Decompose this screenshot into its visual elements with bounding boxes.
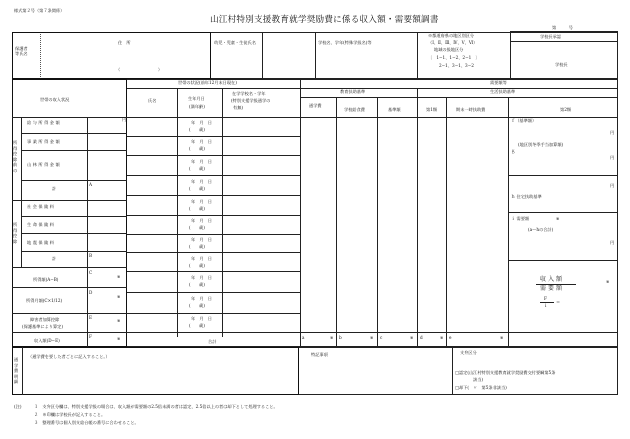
- hh-date-8: 年 月 日: [191, 256, 212, 261]
- school-label: 学校名、学年(特殊学級名)等: [318, 40, 372, 45]
- household-right-edge: [300, 79, 301, 347]
- hh-age-9: ( 歳): [189, 282, 205, 287]
- asterisk-c: ※: [117, 274, 121, 279]
- mark-a: A: [89, 182, 93, 187]
- income-rule-8: [12, 332, 127, 333]
- hh-age-2: ( 歳): [189, 146, 205, 151]
- household-school-col-2: (特別支援学級通学の: [231, 98, 271, 103]
- first-col: 第1類: [426, 107, 438, 112]
- principal-sign: 学校長: [555, 62, 568, 67]
- hh-date-7: 年 月 日: [191, 237, 212, 242]
- edu-life-divider: [417, 88, 418, 347]
- principal-rule: [510, 41, 618, 42]
- commute-label: 通学費明細: [14, 357, 19, 384]
- income-amount-label: 所得額(A−B): [33, 277, 59, 282]
- special-label: 特記事項: [311, 352, 328, 357]
- fi-line: [540, 302, 554, 303]
- row-mark-c: c: [380, 335, 383, 340]
- income-rule-2: [21, 150, 127, 151]
- hh-age-8: ( 歳): [189, 263, 205, 268]
- i-sub: (a〜hの合計): [528, 227, 554, 232]
- mark-c: C: [89, 270, 93, 275]
- hh-age-6: ( 歳): [189, 225, 205, 230]
- notes-label: (注): [14, 404, 22, 409]
- household-dob-col: 生年月日: [188, 96, 205, 101]
- household-title: 世帯の状況(前年12月末日現在): [178, 80, 237, 85]
- f-yen: 円: [610, 130, 615, 135]
- top-divider-1: [262, 32, 263, 79]
- hh-rule-5: [127, 215, 300, 216]
- mark-f: F: [89, 334, 92, 339]
- commute-note: （通学費を要した者ごとに記入すること。）: [28, 354, 110, 359]
- hh-age-10: ( 歳): [189, 303, 205, 308]
- hh-rule-3: [127, 175, 300, 176]
- deduction-social: 社会保険料: [27, 204, 56, 209]
- note-1: １ 支弁区分欄は、特別支援学級の場合は、収入額が需要額の2.5倍未満の者は認定、2.5倍以上の者は却下として処理すること。: [34, 404, 278, 409]
- income-row-business: 事業所得金額: [27, 139, 62, 144]
- commute-divider: [22, 347, 23, 395]
- top-divider-2: [315, 32, 316, 79]
- mark-e: E: [89, 315, 93, 320]
- note-2: ２ ※印欄は学校長が記入すること。: [34, 412, 106, 417]
- hh-age-4: ( 歳): [189, 186, 205, 191]
- income-group-divider: [21, 117, 22, 200]
- row-ast-c: ※: [410, 335, 414, 340]
- asterisk-d: ※: [117, 294, 121, 299]
- guardian-label: 保護者 等氏名: [15, 46, 28, 56]
- household-school-col-1: 在学学校名・学年: [232, 91, 266, 96]
- demand-sub-rule: [300, 97, 618, 98]
- demand-col-3: [446, 97, 447, 347]
- hh-rule-2: [127, 155, 300, 156]
- hh-rule-7: [127, 252, 300, 253]
- payment-divider: [452, 347, 453, 395]
- household-col-2: [222, 88, 223, 337]
- h-yen: 円: [610, 183, 615, 188]
- h-label: ｈ 住宅扶助基準: [511, 194, 542, 199]
- ratio-top: 収入額: [540, 276, 565, 283]
- payment-line-1b: 該当): [473, 377, 484, 382]
- i-mark: ※: [556, 216, 560, 221]
- household-age-col: (満年齢): [189, 104, 205, 109]
- fi-top: F: [544, 296, 547, 301]
- row-ast-a: ※: [330, 335, 334, 340]
- deduction-rule-2: [21, 233, 127, 234]
- disability-sub: (保護基準により算定): [22, 324, 63, 329]
- hh-age-5: ( 歳): [189, 206, 205, 211]
- i-rule: [508, 260, 618, 261]
- row-mark-d: d: [420, 335, 423, 340]
- number-label: 第 号: [552, 25, 573, 30]
- row-ast-b: ※: [370, 335, 374, 340]
- before-deduction-label: 所得控除前の: [13, 140, 18, 173]
- hh-age-7: ( 歳): [189, 244, 205, 249]
- asterisk-e: ※: [117, 318, 121, 323]
- hh-rule-10: [127, 313, 300, 314]
- g-sub: (地区別冬季手当加算額): [518, 142, 564, 147]
- fi-bottom: i: [545, 303, 547, 308]
- demand-title: 需要額等: [490, 80, 507, 85]
- household-school-col-3: 有無): [233, 105, 244, 110]
- income-row-forest: 山林所得金額: [27, 162, 62, 167]
- hh-age-11: ( 歳): [189, 323, 205, 328]
- i-label: ｉ 需要額: [511, 216, 530, 221]
- region-line-5: 2−1、3−1、3−2: [439, 63, 474, 68]
- hh-date-4: 年 月 日: [191, 179, 212, 184]
- ratio-bottom: 需要額: [540, 285, 565, 292]
- hh-date-1: 年 月 日: [191, 120, 212, 125]
- region-line-1: ※都道府県の地区別区分: [428, 33, 475, 38]
- household-name-col: 氏名: [148, 98, 157, 103]
- deduction-rule-3: [21, 251, 127, 252]
- hh-date-2: 年 月 日: [191, 139, 212, 144]
- region-line-3: 地域の級地区分: [434, 47, 464, 52]
- hh-date-3: 年 月 日: [191, 159, 212, 164]
- top-divider-4: [510, 32, 511, 79]
- h-rule: [508, 212, 618, 213]
- hh-date-5: 年 月 日: [191, 199, 212, 204]
- school-meal-col: 学校給食費: [344, 107, 365, 112]
- hh-rule-1: [127, 136, 300, 137]
- top-divider-3: [417, 32, 418, 79]
- mark-d: D: [89, 290, 93, 295]
- payment-label: 支弁区分: [460, 350, 477, 355]
- demand-col-1: [336, 97, 337, 347]
- form-number: 様式第２号（第７条関係）: [14, 8, 65, 13]
- income-total-label: 計: [52, 186, 57, 191]
- g-rule: [508, 175, 618, 176]
- i-yen: 円: [610, 240, 615, 245]
- hh-age-1: ( 歳): [189, 127, 205, 132]
- note-3: ３ 整理番号は個人別支給台帳の番号に合わせること。: [34, 420, 139, 425]
- income-row-salary: 給与所得金額: [27, 120, 62, 125]
- asterisk-f: ※: [117, 336, 121, 341]
- address-label: 住 所: [118, 40, 131, 45]
- income-rule-5: [12, 267, 127, 268]
- yen-unit: 円: [122, 117, 127, 122]
- life-title: 生活扶助基準: [490, 89, 516, 94]
- region-line-2: （Ⅰ、Ⅱ、Ⅲ、Ⅳ、Ⅴ、Ⅵ）: [428, 40, 478, 45]
- payment-line-1: □認定(山江村特別支援教育就学奨励費交付要綱第5条: [455, 370, 556, 375]
- income-rule-6: [12, 287, 127, 288]
- commute-col: 通学費: [309, 103, 322, 108]
- deduction-total-label: 計: [52, 256, 57, 261]
- row-mark-e: e: [449, 335, 452, 340]
- household-col-1: [177, 88, 178, 337]
- payment-line-2: □却下( 〃 第5条非該当): [455, 385, 507, 390]
- hh-date-6: 年 月 日: [191, 218, 212, 223]
- deduction-life: 生命保険料: [27, 222, 56, 227]
- income-rule-7: [12, 313, 127, 314]
- deduction-rule-1: [21, 216, 127, 217]
- hh-date-11: 年 月 日: [191, 316, 212, 321]
- period-col: 期末一時扶助費: [456, 107, 486, 112]
- hh-rule-8: [127, 271, 300, 272]
- income-rule-3: [21, 180, 127, 181]
- income-section-title: 世帯の収入状況: [40, 97, 70, 102]
- f-label: ｆ（基準額）: [511, 118, 537, 123]
- hh-date-10: 年 月 日: [191, 296, 212, 301]
- g-yen: 円: [610, 155, 615, 160]
- revenue-label: 収入額(D−E): [34, 338, 60, 343]
- row-ast-d: ※: [440, 335, 444, 340]
- fi-eq: ＝: [556, 299, 561, 304]
- g-label: ｇ: [511, 148, 516, 153]
- household-title-rule: [127, 88, 618, 89]
- deduction-earthquake: 地震保険料: [27, 240, 56, 245]
- deduction-group-label: 所得控除: [13, 222, 18, 244]
- second-col: 第2類: [560, 107, 572, 112]
- income-rule-1: [21, 133, 127, 134]
- region-line-4: 〔 1−1、1−2、2−1 〕: [428, 55, 480, 60]
- hh-age-3: ( 歳): [189, 166, 205, 171]
- row-ast-e: ※: [500, 335, 504, 340]
- hh-rule-4: [127, 195, 300, 196]
- address-paren: （ ）: [116, 67, 163, 72]
- document-title: 山江村特別支援教育就学奨励費に係る収入額・需要額調書: [210, 15, 439, 25]
- income-rule-4: [12, 200, 127, 201]
- edu-title: 教育扶助基準: [340, 89, 366, 94]
- household-total-label: 合計: [208, 339, 217, 344]
- hh-date-9: 年 月 日: [191, 275, 212, 280]
- monthly-label: 所得月額(C×1/12): [26, 298, 63, 303]
- disability-label: 障害者加算控除: [30, 317, 60, 322]
- demand-col-2: [377, 97, 378, 347]
- row-mark-a: a: [302, 335, 305, 340]
- row-mark-b: b: [339, 335, 342, 340]
- demand-col-4: [508, 97, 509, 347]
- guardian-box: [12, 32, 211, 79]
- principal-label: 学校長承認: [540, 34, 561, 39]
- guardian-divider: [40, 34, 41, 77]
- child-name-label: 幼児・児童・生徒氏名: [214, 40, 256, 45]
- hh-rule-9: [127, 292, 300, 293]
- hh-rule-11: [127, 332, 618, 333]
- hh-rule-6: [127, 234, 300, 235]
- edu-standard-col: 基準額: [388, 107, 401, 112]
- mark-b: B: [89, 253, 93, 258]
- ratio-mark: ※: [606, 279, 610, 284]
